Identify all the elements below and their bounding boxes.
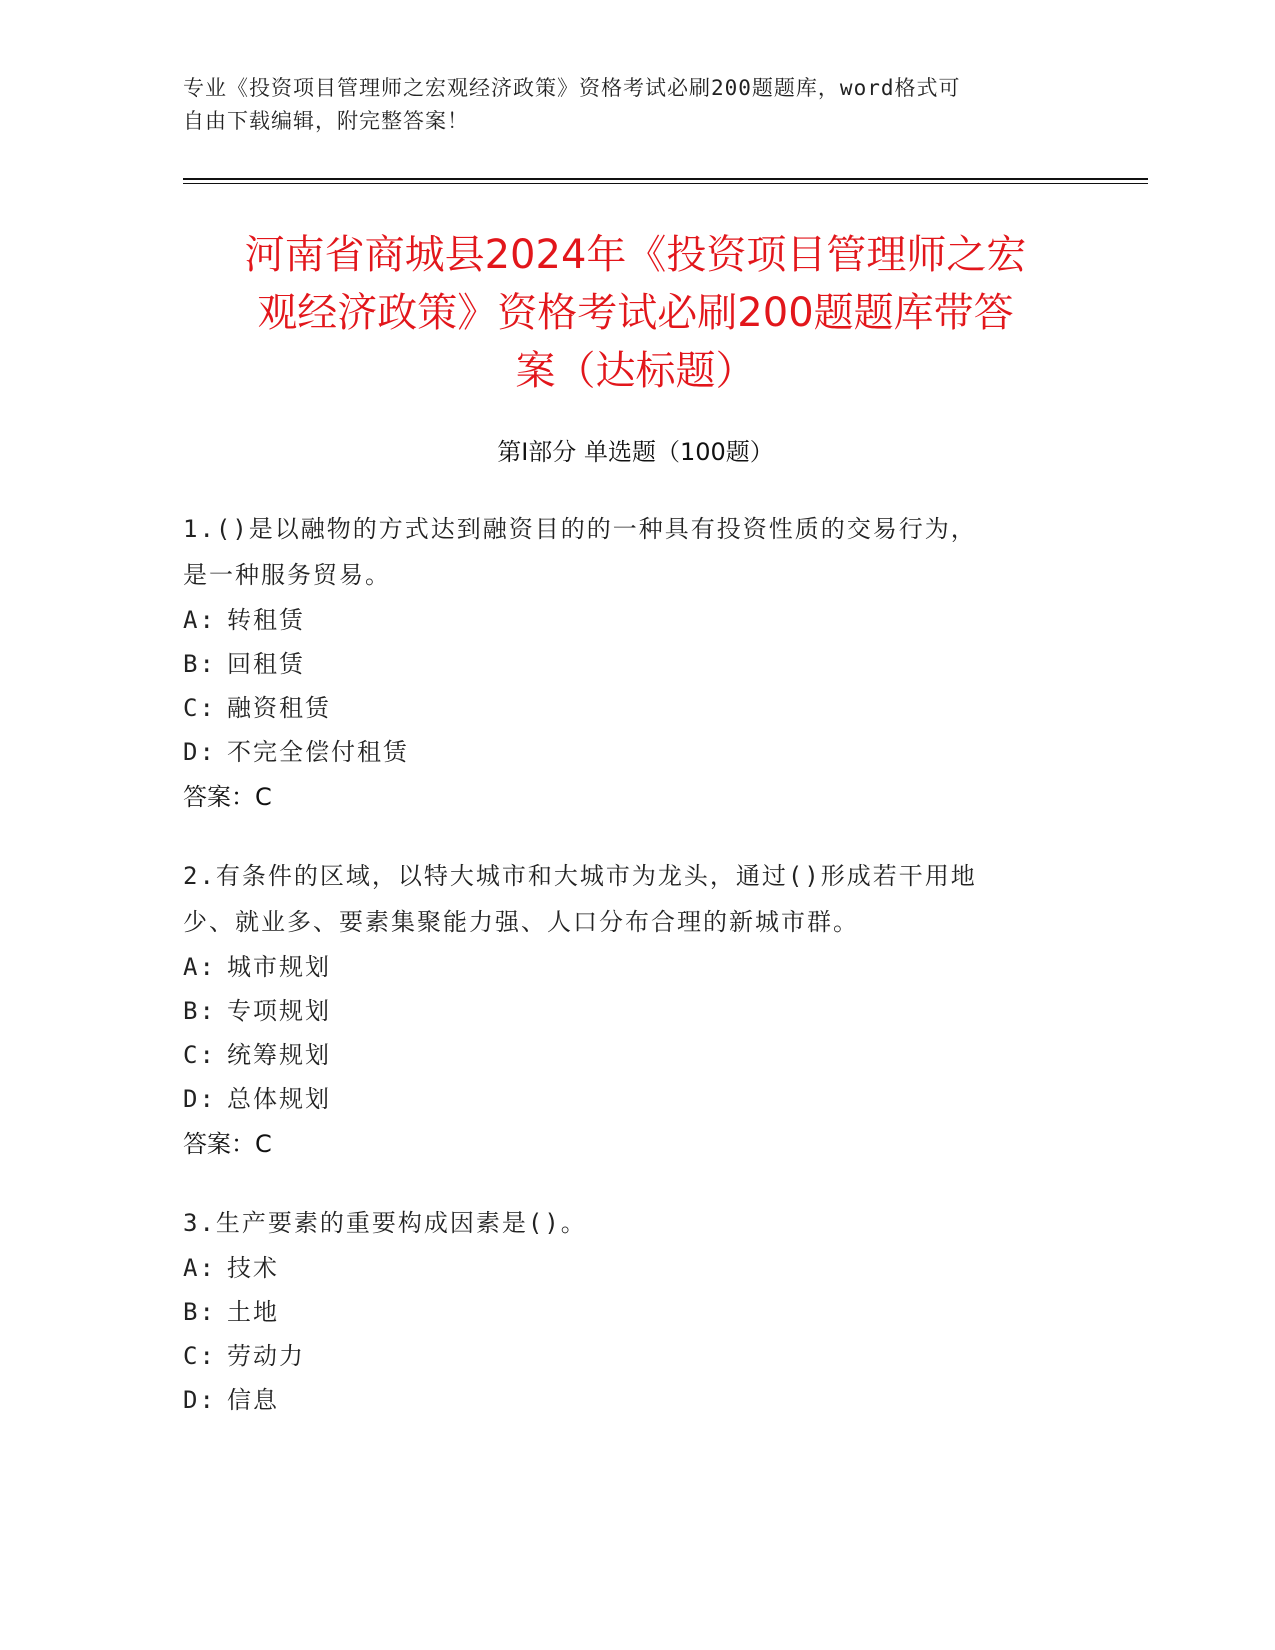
question-stem: [183, 506, 1063, 598]
document-title-line-3: 案（达标题）: [515, 348, 756, 394]
question-stem-line-1: 1.()是以融物的方式达到融资目的的一种具有投资性质的交易行为，: [183, 515, 977, 543]
document-title-line-2: 观经济政策》资格考试必刷200题题库带答: [257, 290, 1014, 336]
option-key: B:: [183, 997, 216, 1025]
option-key: D:: [183, 738, 216, 766]
answer: 答案：C: [183, 783, 272, 811]
header-divider-thin: [183, 183, 1148, 184]
option-text: 劳动力: [227, 1342, 305, 1370]
question-stem-line-2: 少、就业多、要素集聚能力强、人口分布合理的新城市群。: [183, 908, 859, 936]
question-stem-line-1: 2.有条件的区域，以特大城市和大城市为龙头，通过()形成若干用地: [183, 862, 977, 890]
option-text: 回租赁: [227, 650, 305, 678]
option-text: 转租赁: [227, 606, 305, 634]
header-divider-thick: [183, 178, 1148, 180]
option-key: D:: [183, 1386, 216, 1414]
option-key: A:: [183, 953, 216, 981]
option-key: B:: [183, 650, 216, 678]
option-text: 技术: [227, 1254, 279, 1282]
section-title: 第Ⅰ部分 单选题（100题）: [497, 438, 774, 466]
option-key: C:: [183, 1041, 216, 1069]
option-key: B:: [183, 1298, 216, 1326]
option-key: D:: [183, 1085, 216, 1113]
option-b: [183, 642, 1063, 686]
option-text: 融资租赁: [227, 694, 331, 722]
option-b: [183, 989, 1063, 1033]
question-stem: [183, 1200, 1063, 1246]
option-text: 土地: [227, 1298, 279, 1326]
option-a: [183, 598, 1063, 642]
option-key: A:: [183, 606, 216, 634]
option-d: [183, 730, 1063, 774]
option-text: 总体规划: [227, 1085, 331, 1113]
option-text: 不完全偿付租赁: [227, 738, 409, 766]
option-c: [183, 1033, 1063, 1077]
option-d: [183, 1378, 1063, 1422]
question-stem-line-1: 3.生产要素的重要构成因素是()。: [183, 1209, 587, 1237]
option-text: 统筹规划: [227, 1041, 331, 1069]
option-c: [183, 1334, 1063, 1378]
question-2: [183, 853, 1063, 1167]
option-a: [183, 945, 1063, 989]
option-key: C:: [183, 1342, 216, 1370]
option-c: [183, 686, 1063, 730]
header-note-line-2: 自由下载编辑，附完整答案！: [183, 109, 469, 133]
option-b: [183, 1290, 1063, 1334]
answer: 答案：C: [183, 1130, 272, 1158]
question-stem: [183, 853, 1063, 945]
document-title: [183, 226, 1088, 400]
option-d: [183, 1077, 1063, 1121]
option-text: 信息: [227, 1386, 279, 1414]
document-title-line-1: 河南省商城县2024年《投资项目管理师之宏: [244, 232, 1027, 278]
header-note: [183, 72, 1043, 138]
header-note-line-1: 专业《投资项目管理师之宏观经济政策》资格考试必刷200题题库，word格式可: [183, 76, 961, 100]
option-a: [183, 1246, 1063, 1290]
question-1: [183, 506, 1063, 820]
option-text: 城市规划: [227, 953, 331, 981]
option-text: 专项规划: [227, 997, 331, 1025]
option-key: A:: [183, 1254, 216, 1282]
question-3: [183, 1200, 1063, 1422]
question-stem-line-2: 是一种服务贸易。: [183, 561, 391, 589]
option-key: C:: [183, 694, 216, 722]
